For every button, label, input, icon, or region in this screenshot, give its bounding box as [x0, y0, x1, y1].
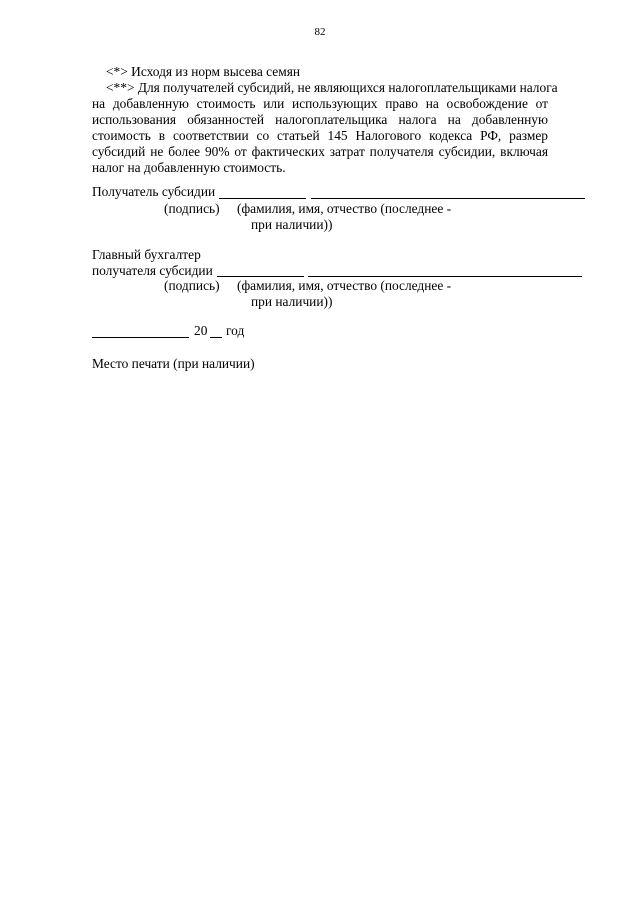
- date-year-prefix: 20: [194, 323, 208, 338]
- accountant-label-cont: получателя субсидии: [92, 263, 213, 278]
- page-number: 82: [314, 26, 326, 38]
- accountant-name-caption-cont: при наличии)): [251, 294, 333, 309]
- recipient-name-line: [311, 198, 585, 199]
- footnote-2-line: использования обязанностей налогоплательщика налога на добавленную: [92, 112, 548, 127]
- accountant-name-caption: (фамилия, имя, отчество (последнее -: [237, 278, 452, 293]
- footnote-2: [92, 80, 558, 176]
- accountant-signature-line: [217, 276, 304, 277]
- footnote-2-line: налог на добавленную стоимость.: [92, 160, 286, 175]
- footnote-2-line: на добавленную стоимость или использующих право на освобождение от: [92, 96, 548, 111]
- stamp-place: Место печати (при наличии): [92, 356, 255, 371]
- date-day-month-line: [92, 337, 189, 338]
- recipient-label: Получатель субсидии: [92, 184, 216, 199]
- footnote-2-line: стоимость в соответствии со статьей 145 Налогового кодекса РФ, размер: [92, 128, 548, 143]
- recipient-signature-caption: (подпись): [164, 201, 220, 216]
- date-year-suffix: год: [226, 323, 245, 338]
- recipient-name-caption: (фамилия, имя, отчество (последнее -: [237, 201, 452, 216]
- footnote-1: <*> Исходя из норм высева семян: [106, 64, 301, 79]
- recipient-name-caption-cont: при наличии)): [251, 217, 333, 232]
- date-year-line: [210, 337, 222, 338]
- footnote-2-line: субсидий не более 90% от фактических затрат получателя субсидии, включая: [92, 144, 548, 159]
- accountant-label: Главный бухгалтер: [92, 247, 201, 262]
- accountant-name-line: [308, 276, 582, 277]
- footnote-2-line: <**> Для получателей субсидий, не являющихся налогоплательщиками налога: [106, 80, 558, 95]
- accountant-signature-caption: (подпись): [164, 278, 220, 293]
- recipient-signature-line: [219, 198, 306, 199]
